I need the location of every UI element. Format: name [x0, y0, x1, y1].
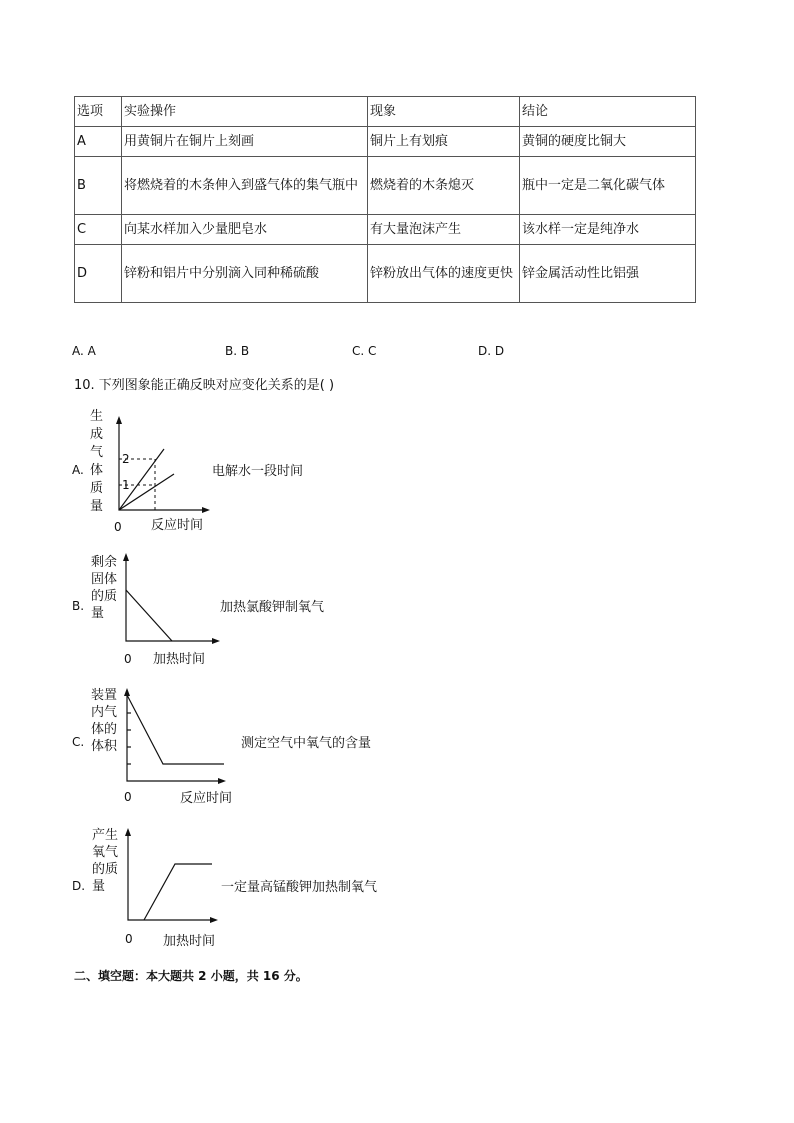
table-cell: D [75, 245, 122, 303]
graph-d-ylabel-line: 氧气 [92, 845, 119, 860]
table-header-cell: 现象 [368, 97, 520, 127]
option-a: A. A [72, 344, 96, 358]
table-cell: 铜片上有划痕 [368, 127, 520, 157]
table-cell: 锌粉放出气体的速度更快 [368, 245, 520, 303]
graph-b-x-arrow [212, 638, 220, 644]
graph-a-ylabel-char: 体 [90, 463, 104, 478]
graph-d-line [144, 864, 212, 920]
graph-d-xlabel: 加热时间 [163, 934, 216, 949]
graph-d-ylabel-line: 的质 [92, 862, 119, 877]
graph-d-origin: 0 [125, 932, 133, 946]
table-cell: 该水样一定是纯净水 [520, 215, 696, 245]
graph-b-desc: 加热氯酸钾制氧气 [220, 600, 325, 615]
graph-a-ylabel-char: 质 [90, 481, 104, 496]
table-cell: B [75, 157, 122, 215]
graph-d-ylabel-line: 产生 [92, 828, 119, 843]
graph-d-axes [128, 832, 214, 920]
graph-d-x-arrow [210, 917, 218, 923]
graph-a-x-arrow [202, 507, 210, 513]
graph-d-ylabel-line: 量 [92, 879, 106, 894]
table-header-cell: 实验操作 [122, 97, 368, 127]
graph-c-ylabel-line: 装置 [91, 688, 118, 703]
option-c: C. C [352, 344, 377, 358]
graph-c [72, 687, 371, 806]
graph-d-label: D. [72, 879, 86, 893]
graph-c-x-arrow [218, 778, 226, 784]
graph-c-ylabel-line: 体积 [91, 739, 118, 754]
graph-a-tick-2: 2 [122, 452, 130, 466]
graph-b-axes [126, 557, 216, 641]
table-cell: 用黄铜片在铜片上刻画 [122, 127, 368, 157]
graph-b-ylabel-line: 剩余 [91, 555, 118, 570]
graph-a-origin: 0 [114, 520, 122, 534]
table-cell: 有大量泡沫产生 [368, 215, 520, 245]
table-cell: 向某水样加入少量肥皂水 [122, 215, 368, 245]
graph-c-y-arrow [124, 688, 130, 696]
graph-a-ylabel-char: 气 [90, 445, 104, 460]
table-cell: A [75, 127, 122, 157]
table-cell: 黄铜的硬度比铜大 [520, 127, 696, 157]
graph-b-xlabel: 加热时间 [153, 652, 206, 667]
graph-c-ylabel-line: 内气 [91, 705, 118, 720]
graph-d-desc: 一定量高锰酸钾加热制氧气 [221, 880, 378, 895]
graph-c-origin: 0 [124, 790, 132, 804]
graph-a-ylabel-char: 量 [90, 499, 104, 514]
graph-a-ylabel-char: 生 [90, 409, 104, 424]
table-header-cell: 选项 [75, 97, 122, 127]
option-b: B. B [225, 344, 250, 358]
graph-a-axes [119, 420, 206, 510]
question-10: 10. 下列图象能正确反映对应变化关系的是( ) [74, 378, 335, 393]
graph-c-label: C. [72, 735, 85, 749]
graph-c-desc: 测定空气中氧气的含量 [241, 736, 372, 751]
graph-b-line [126, 590, 172, 641]
table-cell: 燃烧着的木条熄灭 [368, 157, 520, 215]
graph-c-line [127, 695, 224, 764]
graph-c-axes [127, 692, 222, 781]
graph-c-xlabel: 反应时间 [180, 791, 233, 806]
table-cell: 瓶中一定是二氧化碳气体 [520, 157, 696, 215]
section-2-heading: 二、填空题：本大题共 2 小题，共 16 分。 [74, 969, 308, 983]
graph-b-ylabel-line: 固体 [91, 572, 118, 587]
graph-b-ylabel-line: 量 [91, 606, 105, 621]
graph-d-y-arrow [125, 828, 131, 836]
graph-b-label: B. [72, 599, 85, 613]
table-cell: 锌金属活动性比铝强 [520, 245, 696, 303]
graph-b-y-arrow [123, 553, 129, 561]
graph-d [72, 827, 377, 949]
graph-a [72, 408, 303, 534]
graph-b-origin: 0 [124, 652, 132, 666]
graph-a-xlabel: 反应时间 [151, 518, 204, 533]
graph-a-tick-1: 1 [122, 478, 130, 492]
graph-a-ylabel-char: 成 [90, 427, 104, 442]
table-cell: 将燃烧着的木条伸入到盛气体的集气瓶中 [122, 157, 368, 215]
graph-a-label: A. [72, 463, 84, 477]
table-cell: 锌粉和铝片中分别滴入同种稀硫酸 [122, 245, 368, 303]
graph-b [72, 553, 324, 667]
graph-a-desc: 电解水一段时间 [212, 464, 304, 479]
graph-c-ylabel-line: 体的 [91, 722, 118, 737]
option-d: D. D [478, 344, 505, 358]
graph-a-y-arrow [116, 416, 122, 424]
graph-b-ylabel-line: 的质 [91, 589, 118, 604]
table-cell: C [75, 215, 122, 245]
table-header-cell: 结论 [520, 97, 696, 127]
